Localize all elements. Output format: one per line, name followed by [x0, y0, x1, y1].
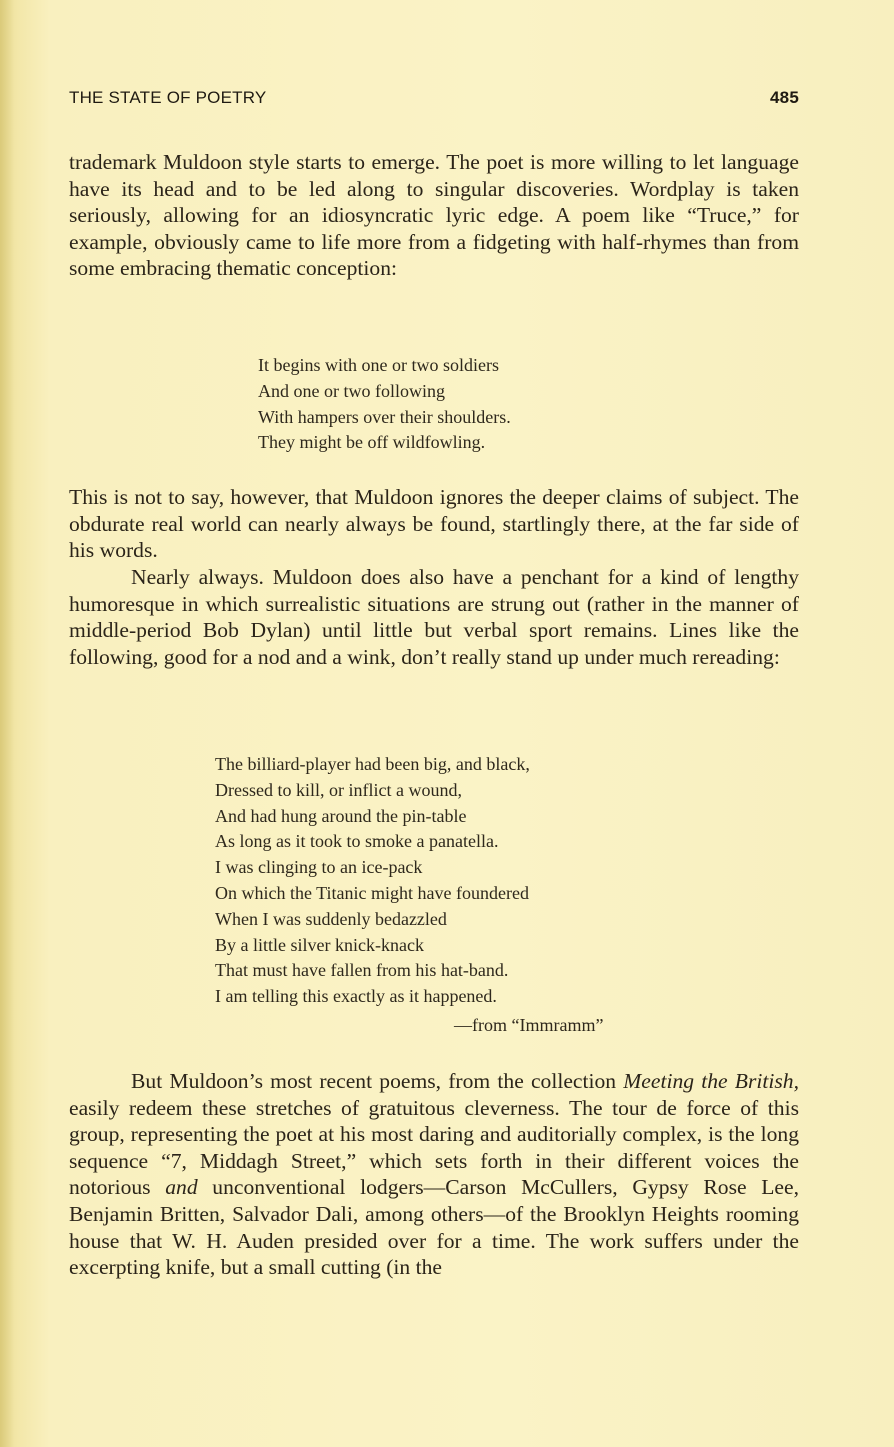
paragraph-4-text-a: But Muldoon’s most recent poems, from the collection [131, 1069, 624, 1093]
page-number: 485 [770, 88, 799, 107]
running-head-title: THE STATE OF POETRY [69, 88, 267, 107]
verse-line: By a little silver knick-knack [215, 934, 424, 955]
verse-line: On which the Titanic might have foundered [215, 882, 529, 903]
paragraph-4-text-b: easily redeem these stretches of gratuitous cleverness. The tour de force of this group, representing the poet at his most daring and auditorially complex, is the long sequence “7, Middagh Street,” which sets forth in their different voices the notorious [69, 1095, 799, 1200]
verse-line: With hampers over their shoulders. [258, 406, 511, 427]
collection-title: Meeting the British, [623, 1069, 799, 1093]
page-gutter-shadow [0, 0, 14, 1447]
verse-line: And one or two following [258, 380, 445, 401]
emphasis-and: and [165, 1175, 198, 1200]
verse-line: The billiard-player had been big, and black, [215, 754, 530, 774]
verse-line: Dressed to kill, or inflict a wound, [215, 779, 462, 800]
verse-immramm [215, 752, 530, 1010]
paragraph-3: Nearly always. Muldoon does also have a penchant for a kind of lengthy humoresque in which surrealistic situations are strung out (rather in the manner of middle-period Bob Dylan) until little but verbal sport remains. Lines like the following, good for a nod and a wink, don’t really stand up under much rereading: [69, 565, 799, 669]
paragraph-4-text-c: unconventional lodgers—Carson McCullers, Gypsy Rose Lee, Benjamin Britten, Salvador Dali, among others—of the Brooklyn Heights rooming house that W. H. Auden presided over for a time. The work suffers under the excerpting knife, but a small cutting (in the [69, 1175, 799, 1280]
verse-attribution: —from “Immramm” [454, 1015, 604, 1035]
verse-line: They might be off wildfowling. [258, 432, 486, 453]
verse-line: When I was suddenly bedazzled [215, 908, 447, 929]
paragraph-1: trademark Muldoon style starts to emerge. The poet is more willing to let language have its head and to be led along to singular discoveries. Wordplay is taken seriously, allowing for an idiosyncratic lyric edge. A poem like “Truce,” for example, obviously came to life more from a fidgeting with half-rhymes than from some embracing thematic conception: [69, 150, 799, 281]
verse-truce [258, 353, 511, 456]
paragraph-2: This is not to say, however, that Muldoon ignores the deeper claims of subject. The obdurate real world can nearly always be found, startlingly there, at the far side of his words. [69, 485, 799, 563]
paragraph-4 [69, 1068, 799, 1281]
running-head [69, 88, 799, 112]
verse-line: As long as it took to smoke a panatella. [215, 831, 499, 852]
verse-line: It begins with one or two soldiers [258, 355, 499, 375]
verse-line: And had hung around the pin-table [215, 805, 467, 826]
verse-line: I was clinging to an ice-pack [215, 857, 423, 878]
verse-line: I am telling this exactly as it happened. [215, 986, 497, 1007]
verse-line: That must have fallen from his hat-band. [215, 960, 509, 981]
